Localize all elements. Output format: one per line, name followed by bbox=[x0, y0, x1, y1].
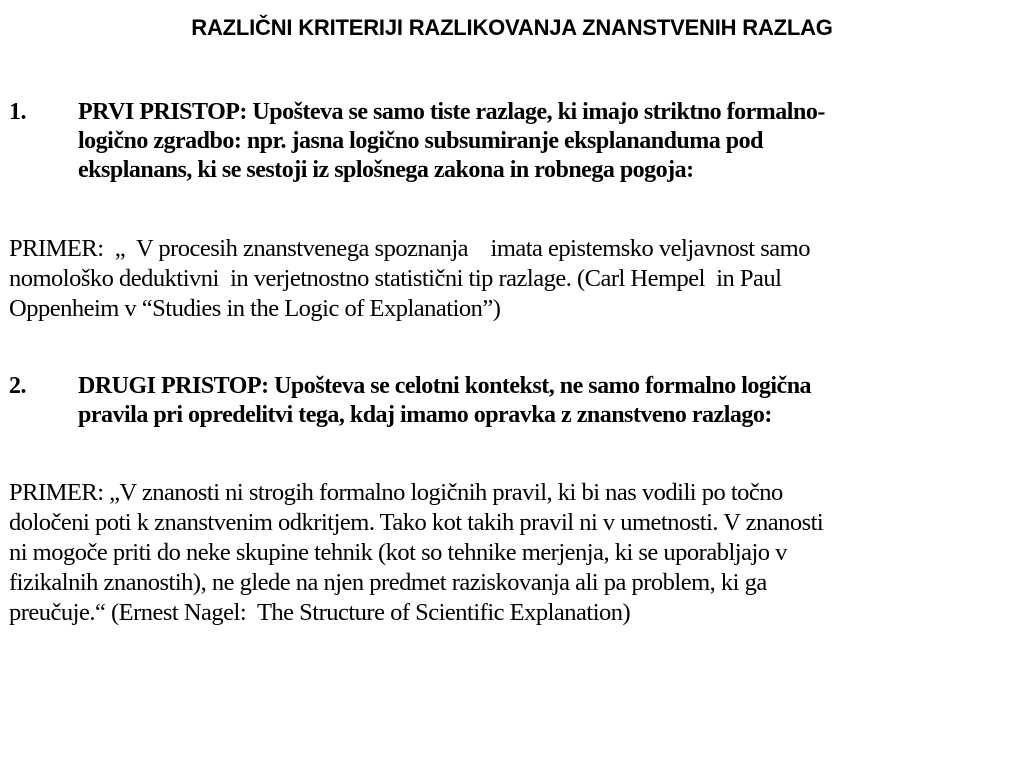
second-approach-item bbox=[9, 372, 1019, 430]
second-example-paragraph bbox=[9, 478, 1019, 628]
item-line: eksplanans, ki se sestoji iz splošnega zakona in robnega pogoja: bbox=[78, 157, 694, 183]
first-example-paragraph bbox=[9, 234, 1019, 324]
slide-title: RAZLIČNI KRITERIJI RAZLIKOVANJA ZNANSTVENIH RAZLAG bbox=[191, 15, 833, 40]
item-text bbox=[78, 98, 1019, 185]
first-approach-item bbox=[9, 98, 1019, 185]
paragraph-line: Oppenheim v “Studies in the Logic of Explanation”) bbox=[9, 295, 501, 322]
paragraph-line: preučuje.“ (Ernest Nagel: The Structure of Scientific Explanation) bbox=[9, 599, 631, 626]
item-line: DRUGI PRISTOP: Upošteva se celotni kontekst, ne samo formalno logična bbox=[78, 373, 812, 399]
item-line: PRVI PRISTOP: Upošteva se samo tiste razlage, ki imajo striktno formalno- bbox=[78, 99, 825, 125]
paragraph-line: določeni poti k znanstvenim odkritjem. Tako kot takih pravil ni v umetnosti. V znanosti bbox=[9, 509, 824, 536]
paragraph-line: fizikalnih znanostih), ne glede na njen predmet raziskovanja ali pa problem, ki ga bbox=[9, 569, 767, 596]
paragraph-line: ni mogoče priti do neke skupine tehnik (kot so tehnike merjenja, ki se uporabljajo v bbox=[9, 539, 787, 566]
item-line: logično zgradbo: npr. jasna logično subsumiranje eksplananduma pod bbox=[78, 128, 763, 154]
item-number: 2. bbox=[9, 373, 26, 399]
item-text bbox=[78, 372, 1019, 430]
item-number: 1. bbox=[9, 99, 26, 125]
paragraph-line: PRIMER: „ V procesih znanstvenega spoznanja imata epistemsko veljavnost samo bbox=[9, 235, 810, 262]
paragraph-line: nomološko deduktivni in verjetnostno statistični tip razlage. (Carl Hempel in Paul bbox=[9, 265, 782, 292]
item-line: pravila pri opredelitvi tega, kdaj imamo opravka z znanstveno razlago: bbox=[78, 402, 772, 428]
paragraph-line: PRIMER: „V znanosti ni strogih formalno logičnih pravil, ki bi nas vodili po točno bbox=[9, 479, 783, 506]
